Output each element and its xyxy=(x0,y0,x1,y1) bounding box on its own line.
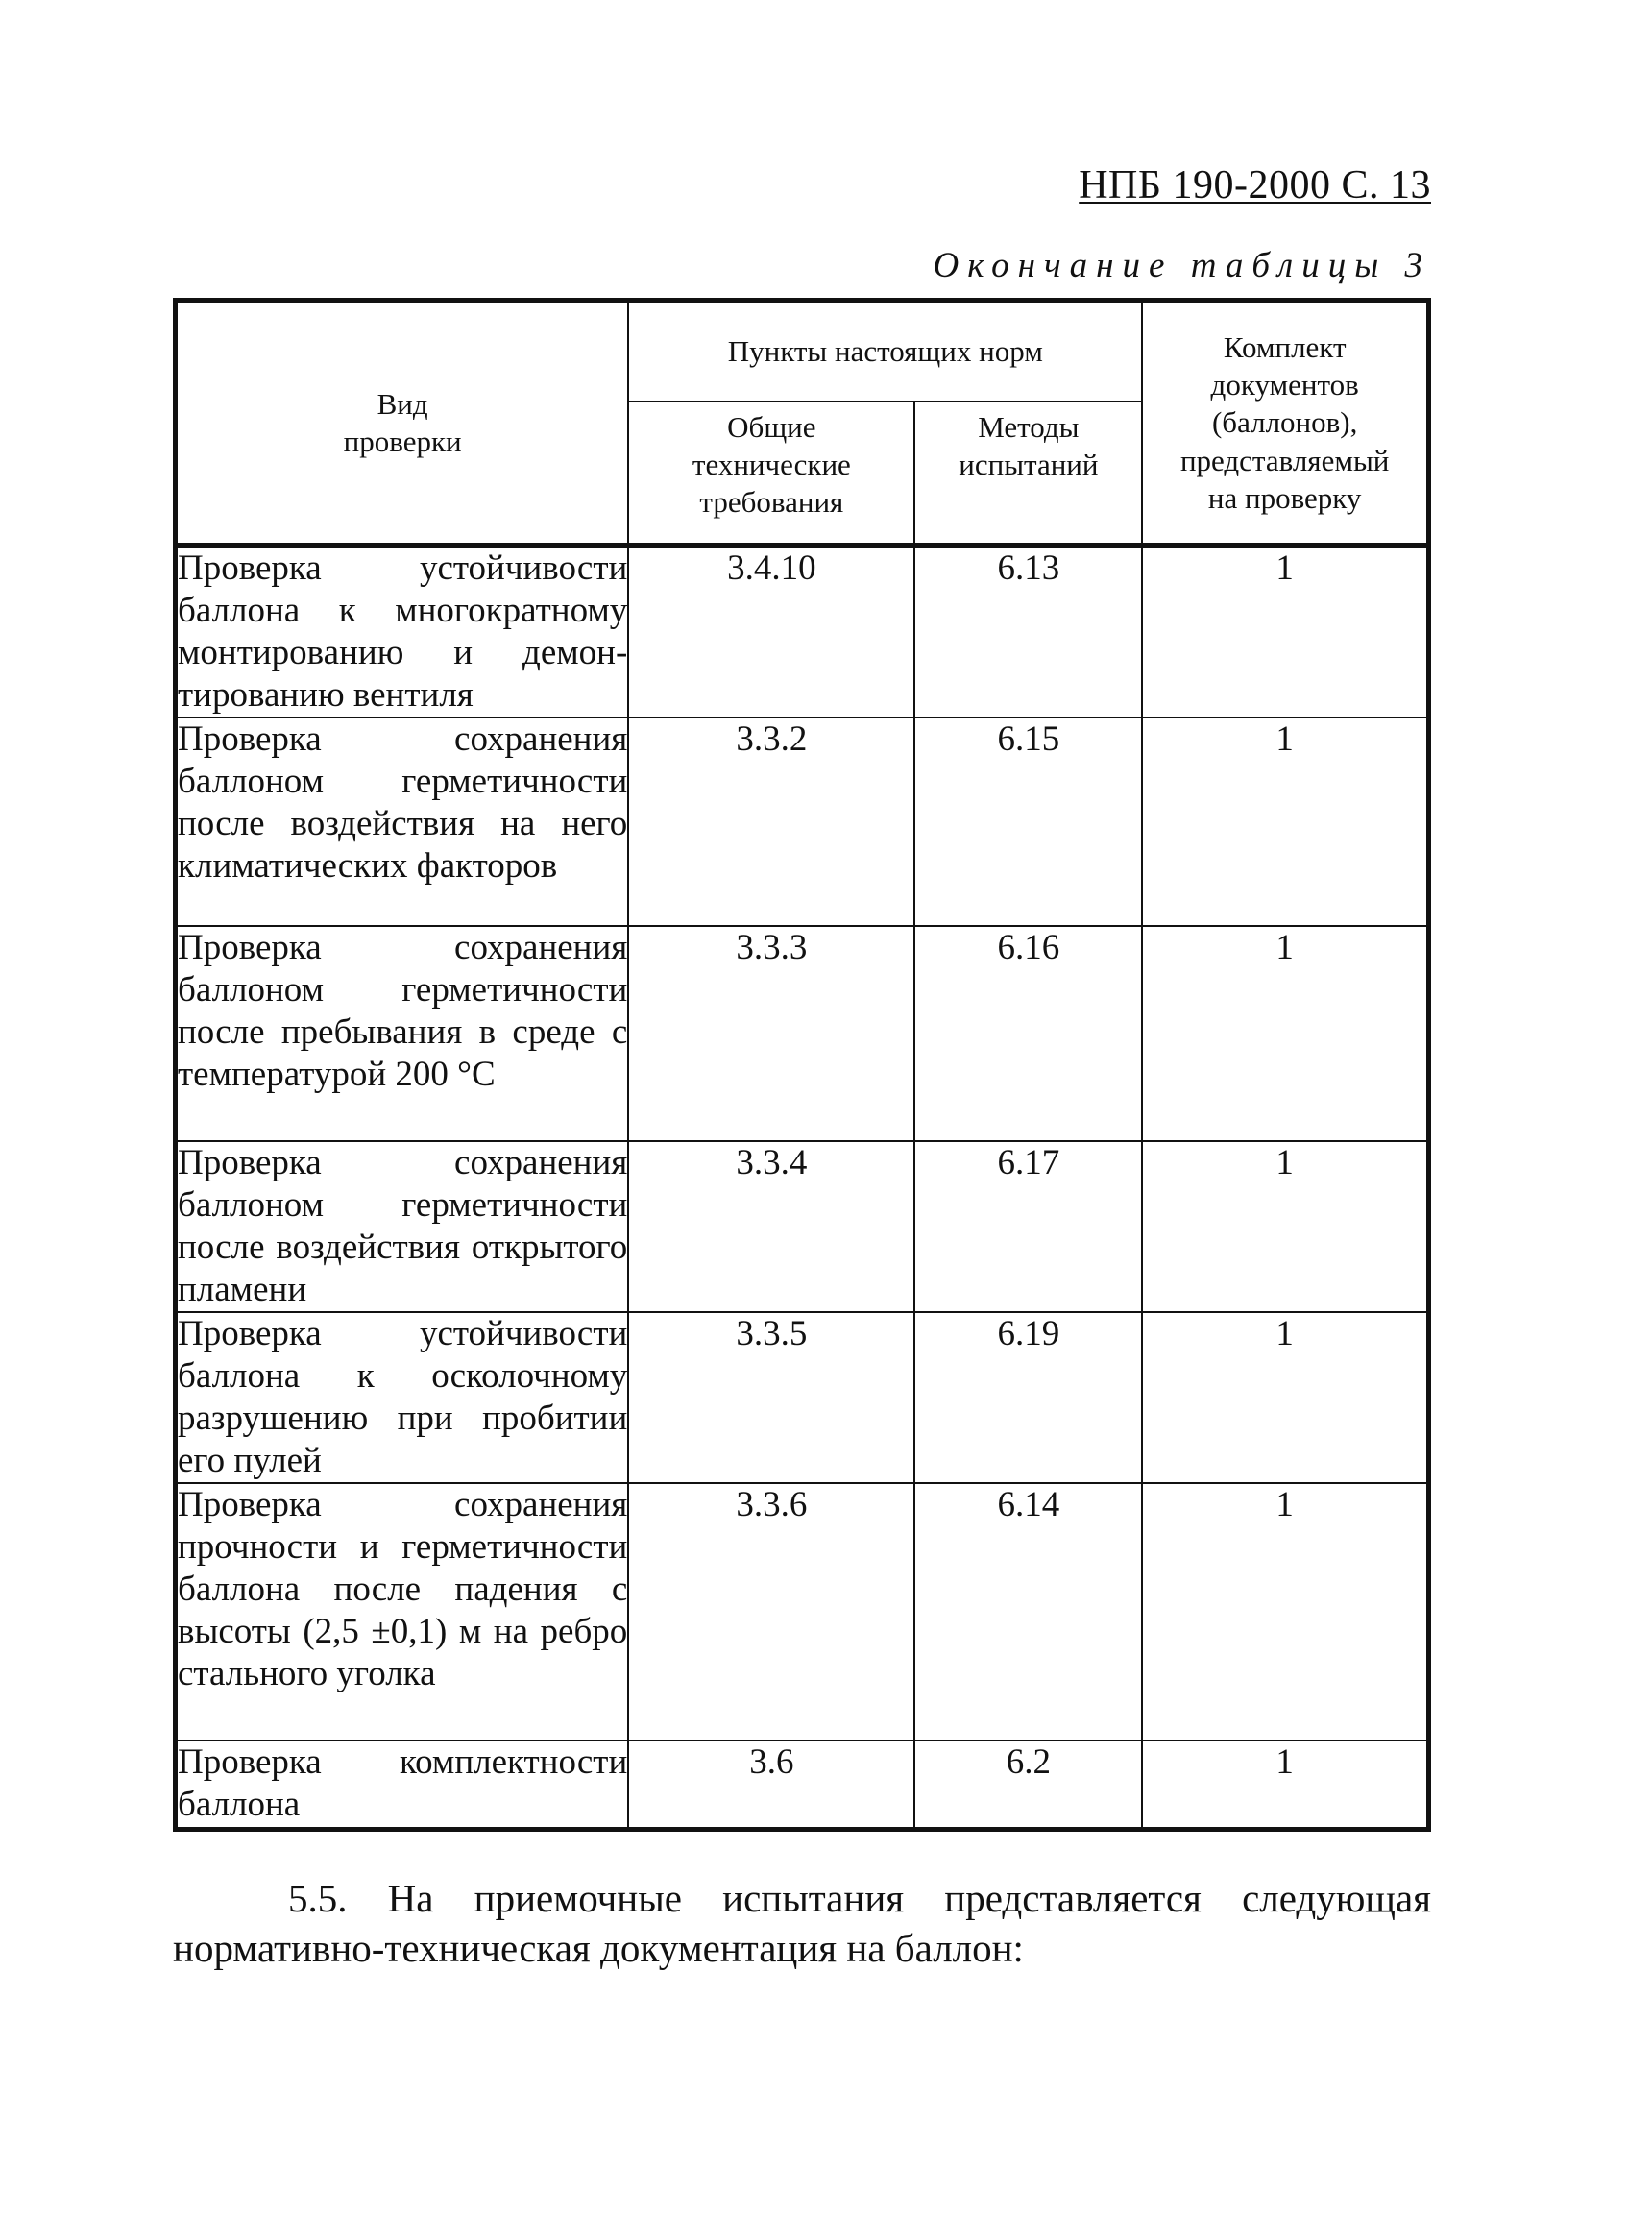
row-check-name: Проверка сохранения баллоном герметичности после воздействия открытого пламени xyxy=(176,1141,629,1312)
row-docs-count: 1 xyxy=(1142,718,1428,926)
row-docs-count: 1 xyxy=(1142,1741,1428,1829)
row-docs-count: 1 xyxy=(1142,1141,1428,1312)
row-general-ref: 3.3.3 xyxy=(628,926,914,1141)
header-test-methods: Методы испытаний xyxy=(914,402,1142,546)
row-docs-count: 1 xyxy=(1142,926,1428,1141)
row-method-ref: 6.17 xyxy=(914,1141,1142,1312)
row-method-ref: 6.13 xyxy=(914,546,1142,718)
table-row xyxy=(176,1312,1429,1483)
row-method-ref: 6.16 xyxy=(914,926,1142,1141)
table-row xyxy=(176,1483,1429,1741)
row-check-name: Проверка сохранения баллоном герметичности после воздействия на него климатических факторов xyxy=(176,718,629,926)
row-general-ref: 3.3.2 xyxy=(628,718,914,926)
body-paragraph: 5.5. На приемочные испытания представляется следующая нормативно-техническая документация на баллон: xyxy=(173,1876,1431,1970)
row-docs-count: 1 xyxy=(1142,1312,1428,1483)
table-row xyxy=(176,718,1429,926)
row-general-ref: 3.3.4 xyxy=(628,1141,914,1312)
row-check-name: Проверка комплектности баллона xyxy=(176,1741,629,1829)
row-method-ref: 6.15 xyxy=(914,718,1142,926)
row-check-name: Проверка сохранения баллоном герметичности после пребывания в среде с температурой 200 °С xyxy=(176,926,629,1141)
row-check-name: Проверка устойчивости баллона к многократному монтированию и демонтированию вентиля xyxy=(176,546,629,718)
row-check-name: Проверка сохранения прочности и герметичности баллона после падения с высоты (2,5 ±0,1) м на ребро стального уголка xyxy=(176,1483,629,1741)
table-caption: Окончание таблицы 3 xyxy=(933,246,1431,285)
row-method-ref: 6.14 xyxy=(914,1483,1142,1741)
row-docs-count: 1 xyxy=(1142,1483,1428,1741)
row-method-ref: 6.19 xyxy=(914,1312,1142,1483)
table-row xyxy=(176,1741,1429,1829)
row-general-ref: 3.3.6 xyxy=(628,1483,914,1741)
header-general-requirements: Общие технические требования xyxy=(628,402,914,546)
table-row xyxy=(176,1141,1429,1312)
row-general-ref: 3.6 xyxy=(628,1741,914,1829)
page-header: НПБ 190-2000 С. 13 xyxy=(1079,163,1431,207)
table-row xyxy=(176,546,1429,718)
row-method-ref: 6.2 xyxy=(914,1741,1142,1829)
table-3 xyxy=(173,298,1431,1832)
header-check-type: Вид проверки xyxy=(176,301,629,546)
row-general-ref: 3.3.5 xyxy=(628,1312,914,1483)
row-general-ref: 3.4.10 xyxy=(628,546,914,718)
row-docs-count: 1 xyxy=(1142,546,1428,718)
header-documents: Комплект документов (баллонов), представляемый на проверку xyxy=(1142,301,1428,546)
row-check-name: Проверка устойчивости баллона к осколочному разрушению при пробитии его пулей xyxy=(176,1312,629,1483)
header-norms-group: Пункты настоящих норм xyxy=(628,301,1142,402)
table-row xyxy=(176,926,1429,1141)
